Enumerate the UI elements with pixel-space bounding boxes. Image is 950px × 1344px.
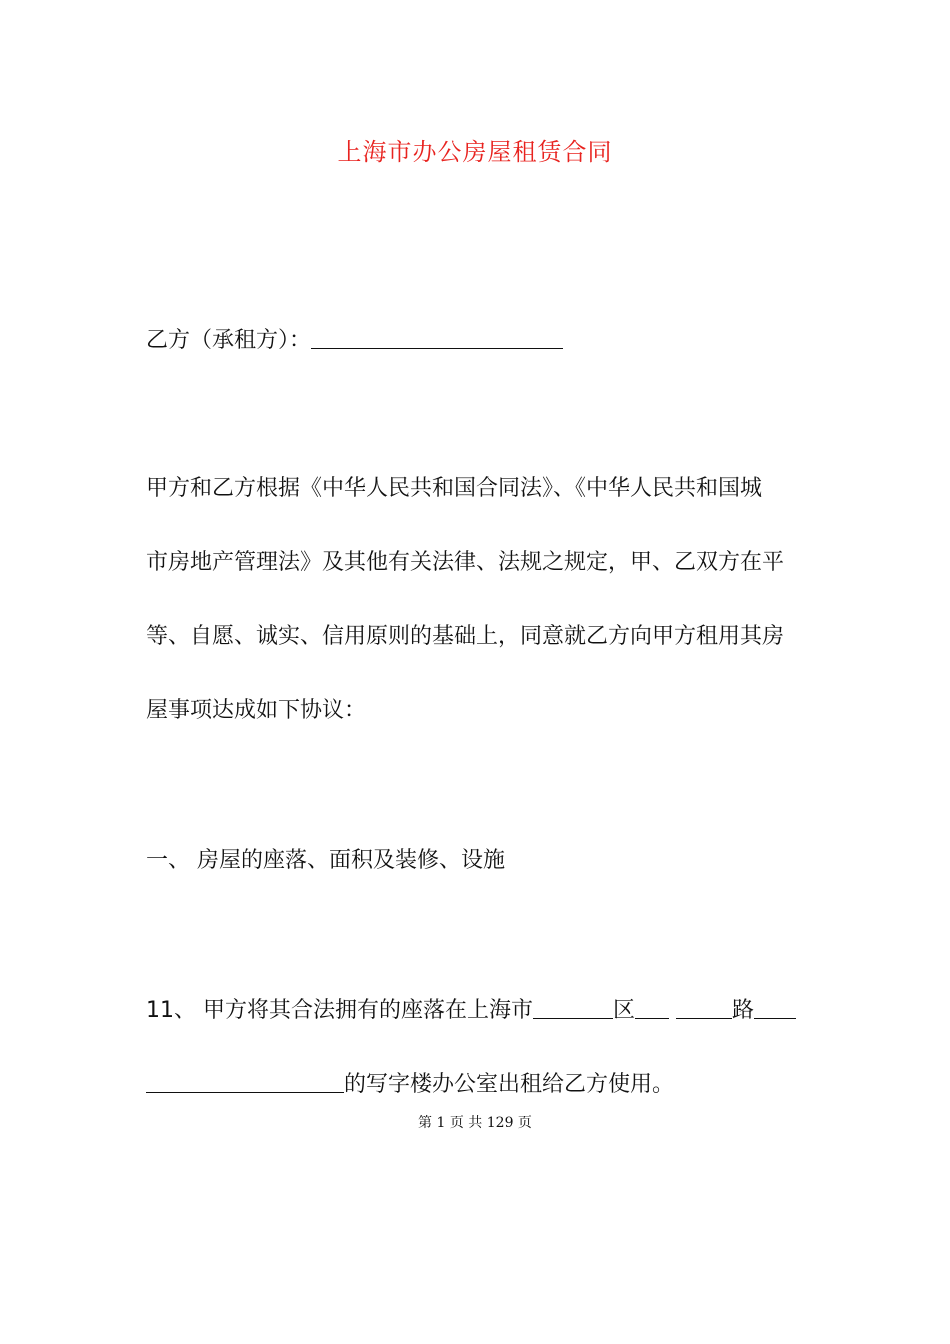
district-blank[interactable] [533,996,613,1019]
road-blank[interactable] [676,996,732,1019]
document-title: 上海市办公房屋租赁合同 [337,138,613,166]
road-label: 路 [732,998,755,1023]
party-b-line [146,326,563,356]
section-1-heading: 一、 房屋的座落、面积及装修、设施 [146,848,505,873]
address-blank[interactable] [146,1070,344,1093]
clause-11-line-2 [146,1070,674,1100]
party-b-label: 乙方（承租方）： [146,328,312,353]
intro-line-2: 市房地产管理法》及其他有关法律、法规之规定，甲、乙双方在平 [146,550,785,575]
clause-11-prefix: 11、 甲方将其合法拥有的座落在上海市 [146,998,533,1023]
clause-11-line [146,996,796,1026]
clause-11-suffix: 的写字楼办公室出租给乙方使用。 [344,1072,675,1097]
intro-line-3: 等、自愿、诚实、信用原则的基础上，同意就乙方向甲方租用其房 [146,624,785,649]
party-b-blank[interactable] [311,326,563,349]
district-blank-2[interactable] [635,996,669,1019]
district-label: 区 [613,998,636,1023]
intro-line-1: 甲方和乙方根据《中华人民共和国合同法》、《中华人民共和国城 [146,476,763,501]
page-number: 第 1 页 共 129 页 [418,1115,532,1131]
intro-line-4: 屋事项达成如下协议： [146,698,367,723]
road-number-blank[interactable] [754,996,796,1019]
